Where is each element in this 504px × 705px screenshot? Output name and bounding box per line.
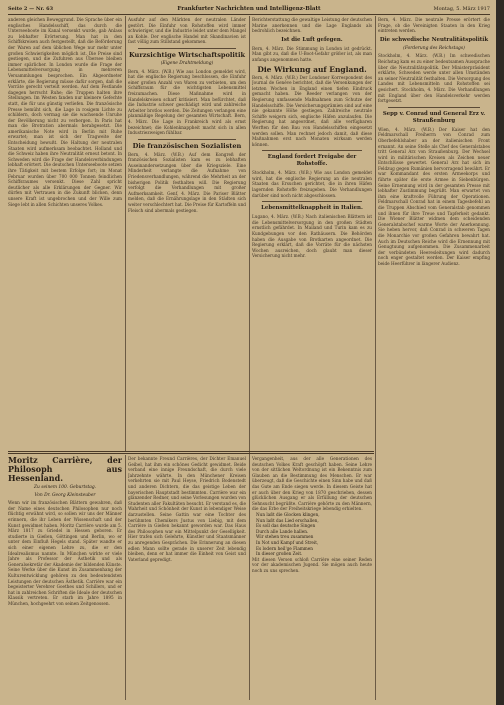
- article-heading: Sepp v. Conrad und General Erz v. Straußenburg: [382, 110, 486, 124]
- poem-line: Durch alle Lande hallen.: [256, 528, 309, 534]
- feuilleton-title: Moritz Carrière, der Philosoph aus Hessenland.: [8, 456, 122, 483]
- article-text: Bern, 4. März. (W.B.) Der Londoner Korrespondent des Journal de Genève berichtet, daß die Versenkungen der letzten Wochen in England einen tiefen Eindruck gemacht haben. Die Reeder verlangen von der Regierung umfassende Maßnahmen zum Schutze der Handelsschiffe. Die Versicherungsprämien sind auf eine nie gekannte Höhe gestiegen. Zahlreiche neutrale Schiffe weigern sich, englische Häfen anzulaufen. Die Regierung hat angeordnet, daß alle verfügbaren Werften für den Bau von Handelsschiffen eingesetzt werden sollen. Man rechnet jedoch damit, daß diese Maßnahmen erst nach Monaten wirksam werden können.: [252, 74, 372, 147]
- article-column-3: [252, 17, 372, 452]
- divider: [262, 150, 362, 151]
- poem-line: Nun laßt die Glocken klingen,: [256, 511, 320, 517]
- article-heading: Die schwedische Neutralitätspolitik: [379, 36, 489, 43]
- feuilleton-column-3: [252, 456, 372, 700]
- article-text: Lugano, 4. März. (W.B.) Nach italienischen Blättern ist die Lebensmittelversorgung in den großen Städten ernstlich gefährdet. In Mailand und Turin kam es zu Kundgebungen vor den Rathäusern. Die Behörden haben die Ausgabe von Brotkarten angeordnet. Die Regierung erklärt, daß die Vorräte für die nächsten Wochen ausreichen, doch glaubt man dieser Versicherung nicht mehr.: [252, 214, 372, 259]
- column-rule: [125, 455, 126, 700]
- article-subheading: (Forderung des Reichstags): [403, 45, 465, 51]
- newspaper-title: Frankfurter Nachrichten und Intelligenz-Blatt: [177, 6, 321, 12]
- poem: [252, 512, 372, 557]
- article-heading: Ist die Luft gefegen.: [281, 36, 343, 43]
- page-header: [8, 4, 490, 15]
- article-column-2: [128, 17, 246, 452]
- column-rule: [125, 16, 126, 452]
- article-text: Stockholm, 4. März. (W.B.) Wie aus London gemeldet wird, hat die englische Regierung an die neutralen Staaten das Ersuchen gerichtet, die in ihren Häfen lagernden Rohstoffe freizugeben. Die Verhandlungen darüber sind noch nicht abgeschlossen.: [252, 170, 372, 198]
- article-column-4: [378, 17, 490, 697]
- article-column-1: [8, 17, 122, 452]
- article-text: Bern, 4. März. Die Stimmung in London ist gedrückt. Man gibt zu, daß die U-Boot-Gefahr größer ist, als man anfangs angenommen hatte.: [252, 45, 372, 62]
- poem-line: In dieser großen Zeit.: [256, 551, 303, 557]
- article-text: Berichterstattung die gewaltige Leistung der deutschen Marine anerkennen und die Lage Englands als bedrohlich bezeichnen.: [252, 17, 372, 34]
- article-heading: Die französischen Sozialisten: [132, 141, 242, 150]
- article-text: Bern, 4. März. Die neutrale Presse erörtert die Frage, ob die Vereinigten Staaten in den Krieg eintreten werden.: [378, 17, 490, 34]
- divider: [262, 201, 362, 202]
- feuilleton-column-2: [128, 456, 246, 700]
- feuilleton-column-1: [8, 456, 122, 700]
- article-text: Stockholm, 4. März. (W.B.) Im schwedischen Reichstag kam es zu einer bedeutsamen Aussprache über die Neutralitätspolitik. Der Ministerpräsident erklärte, Schweden werde unter allen Umständen an seiner Neutralität festhalten. Die Versorgung des Landes mit Lebensmitteln und Rohstoffen sei gesichert. Stockholm, 4. März. Die Verhandlungen mit England über den Handelsverkehr werden fortgesetzt.: [378, 53, 490, 104]
- article-text: anderen gleichen Beweggrund. Die Sprache über ein englisches Handelsschiff, das durch die Unterseeboote im Kanal versenkt wurde, gab Anlass zu lebhafter Erörterung. Man hat in den Schiffskreisen auch festgestellt, daß die Beförderung der Waren auf dem üblichen Wege nur mehr unter großen Schwierigkeiten möglich ist. Die Preise sind gestiegen, und die Zufuhren aus Übersee bleiben immer spärlicher. In London wurde die Frage der Lebensmittelversorgung in mehreren Versammlungen besprochen. Ein Abgeordneter erklärte, die Regierung müsse dafür sorgen, daß die Vorräte gerecht verteilt werden. Auf dem Festlande dagegen herrscht Ruhe; die Truppen halten ihre Stellungen. Im Westen fanden nur kleinere Gefechte statt, die für uns günstig verliefen. Die französische Presse bemüht sich, die Lage in rosigem Lichte zu schildern, doch vermag sie die wachsende Unruhe der Bevölkerung nicht zu verbergen. In Paris hat man die Brotration abermals herabgesetzt. Die amerikanische Note wird in Berlin mit Ruhe erwartet; man ist sich der Tragweite der Entscheidung bewußt. Die Haltung der neutralen Staaten wird aufmerksam beobachtet. Holland und die Schweiz haben ihre Neutralität erneut betont. In Schweden wird die Frage der Handelsverbindungen lebhaft erörtert. Die deutschen Unterseeboote setzen ihre Tätigkeit mit bestem Erfolge fort; im Monat Februar wurden über 700 000 Tonnen feindlichen Schiffsraumes versenkt. Diese Zahl spricht deutlicher als alle Erklärungen der Gegner. Wir dürfen mit Vertrauen in die Zukunft blicken, denn unsere Kraft ist ungebrochen und der Wille zum Siege lebt in allen Schichten unseres Volkes.: [8, 17, 122, 207]
- feuilleton-text: Mit diesen Versen schloß Carrière eine seiner Reden vor der akademischen Jugend. Sie mögen auch heute noch zu uns sprechen.: [252, 556, 372, 573]
- feuilleton-text: Der bekannte Freund Carrières, der Dichter Emanuel Geibel, hat ihm ein schönes Gedicht gewidmet. Beide verband eine innige Freundschaft, die durch viele Jahrzehnte währte. In den Münchener Kreisen verkehrten sie mit Paul Heyse, Friedrich Bodenstedt und anderen Dichtern, die das geistige Leben der bayerischen Hauptstadt bestimmten. Carrière war ein glänzender Redner, und seine Vorlesungen wurden von Studenten aller Fakultäten besucht. Er verstand es, die Wahrheit und Schönheit der Kunst in lebendiger Weise darzustellen. Seine Gattin war eine Tochter des berühmten Chemikers Justus von Liebig, mit dem Carrière in Gießen bekannt geworden war. Das Haus des Philosophen war ein Mittelpunkt der Geselligkeit. Hier trafen sich Gelehrte, Künstler und Staatsmänner zu anregenden Gesprächen. Die Erinnerung an diesen edlen Mann sollte gerade in unserer Zeit lebendig bleiben, denn er hat immer die Einheit von Geist und Vaterland gepredigt.: [128, 456, 246, 562]
- column-rule: [249, 16, 250, 700]
- feuilleton-author: Von Dr. Georg Kleinsteuber: [34, 492, 96, 498]
- divider: [138, 139, 236, 140]
- issue-date: Montag, 5. März 1917: [433, 6, 490, 12]
- feuilleton-text: Vergangenheit, aus der alle Generationen des deutschen Volkes Kraft geschöpft haben. Seine Lehre von der sittlichen Weltordnung ist ein Bekenntnis zum Glauben an die Bestimmung des Menschen. Er war überzeugt, daß die Geschichte einen Sinn habe und daß das Gute am Ende siegen werde. In diesem Geiste hat er auch über den Krieg von 1870 geschrieben, dessen glücklichen Ausgang er als Erfüllung der deutschen Sehnsucht begrüßte. Carrière gehörte zu den Männern, die das Erbe der Freiheitskriege lebendig erhielten.: [252, 456, 372, 512]
- article-text: Bern, 4. März. (W.B.) Wie aus London gemeldet wird, hat die englische Regierung beschlossen, die Einfuhr einer großen Anzahl von Waren zu verbieten, um den Schiffsraum für die wichtigsten Lebensmittel freizumachen. Diese Maßnahme wird in Handelskreisen scharf kritisiert. Man befürchtet, daß die Industrie schwer geschädigt wird und zahlreiche Arbeiter brotlos werden. Die Zeitungen verlangen eine planmäßige Regelung der gesamten Wirtschaft. Bern, 4. März. Die Lage in Frankreich wird als ernst bezeichnet; die Kohlenknappheit macht sich in allen Industriezweigen fühlbar.: [128, 68, 246, 136]
- poem-line: In Not und Kampf und Streit,: [256, 539, 319, 545]
- section-rule: [8, 453, 374, 454]
- article-subheading: (Eigene Drahtmeldung): [160, 60, 214, 66]
- section-rule: [8, 451, 374, 452]
- divider: [138, 48, 236, 49]
- poem-line: Wir stehen treu zusammen: [256, 534, 314, 540]
- scan-edge: [496, 0, 504, 705]
- poem-line: Es lodern heil'ge Flammen: [256, 545, 313, 551]
- feuilleton-subtitle: Zu seinem 100. Geburtstag.: [33, 485, 97, 490]
- column-rule: [375, 16, 376, 700]
- article-heading: Die Wirkung auf England.: [257, 64, 367, 74]
- poem-line: Nun laßt das Lied erschallen,: [256, 517, 319, 523]
- feuilleton-text: Wenn wir im französischen Blättern gewahren, daß der Name eines deutschen Philosophen nur noch flüchtig erwähnt wird, so sollen wir uns der Männer erinnern, die ihr Leben der Wissenschaft und der Kunst gewidmet haben. Moritz Carrière wurde am 5. März 1817 zu Griedel in Hessen geboren. Er studierte in Gießen, Göttingen und Berlin, wo er unter dem Einfluß Hegels stand. Später wandte er sich einer eigenen Lehre zu, die er den Idealrealismus nannte. In München wirkte er viele Jahre als Professor der Ästhetik und als Generalsekretär der Akademie der bildenden Künste. Seine Werke über die Kunst im Zusammenhang der Kulturentwicklung gehören zu den bedeutendsten Leistungen der deutschen Ästhetik. Carrière war ein begeisterter Verehrer Goethes und Schillers, und er hat in zahlreichen Schriften die Ideale der deutschen Klassik vertreten. Er starb im Jahre 1895 in München, hochgeehrt von seinen Zeitgenossen.: [8, 500, 122, 606]
- article-text: Ausfuhr auf den Märkten der neutralen Länder gestört. Die Einfuhr von Rohstoffen wird immer schwieriger, und die Industrie leidet unter dem Mangel an Kohle. Der englische Handel mit Skandinavien ist fast völlig zum Stillstand gekommen.: [128, 17, 246, 45]
- article-heading: England fordert Freigabe der Rohstoffe.: [267, 154, 357, 168]
- article-text: Wien, 4. März. (W.B.) Der Kaiser hat den Feldmarschall Freiherrn von Conrad zum Oberbefehlshaber an der italienischen Front ernannt. An seine Stelle als Chef des Generalstabes tritt General Arz von Straußenburg. Der Wechsel wird in militärischen Kreisen als Zeichen neuer Entschlüsse gewertet. General Arz hat sich im Feldzug gegen Rumänien hervorragend bewährt. Er war Kommandant des ersten Armeekorps und führte später die erste Armee in Siebenbürgen. Seine Ernennung wird in der gesamten Presse mit lebhafter Zustimmung begrüßt. Man erwartet von ihm eine kraftvolle Führung der Operationen. Feldmarschall Conrad hat in einem Tagesbefehl an die Truppen Abschied vom Generalstab genommen und ihnen für ihre Treue und Tapferkeit gedankt. Die Wiener Blätter widmen dem scheidenden Generalstabschef warme Worte der Anerkennung. Sie heben hervor, daß Conrad in schweren Tagen die Monarchie vor großen Gefahren bewahrt hat. Auch im Deutschen Reiche wird die Ernennung mit Genugtuung aufgenommen. Die Zusammenarbeit der verbündeten Heeresleitungen wird dadurch noch enger gestaltet werden. Der Kaiser empfing beide Heerführer in längerer Audienz.: [378, 126, 490, 266]
- divider: [388, 107, 480, 108]
- article-heading: Kurzsichtige Wirtschaftspolitik: [128, 50, 246, 59]
- poem-line: Es soll das deutsche Singen: [256, 523, 316, 529]
- article-text: Bern, 4. März. (W.B.) Auf dem Kongreß der französischen Sozialisten kam es zu lebhaften Auseinandersetzungen über die Kriegsziele. Eine Minderheit verlangte die Aufnahme von Friedensverhandlungen, während die Mehrheit an der bisherigen Politik festhalten will. Die Regierung verfolgt die Verhandlungen mit großer Aufmerksamkeit. Genf, 4. März. Die Pariser Blätter melden, daß die Ernährungslage in den Städten sich weiter verschlechtert hat. Die Preise für Kartoffeln und Fleisch sind abermals gestiegen.: [128, 151, 246, 213]
- page-number: Seite 2 — Nr. 63: [8, 6, 54, 12]
- article-heading: Lebensmittelknappheit in Italien.: [261, 205, 363, 212]
